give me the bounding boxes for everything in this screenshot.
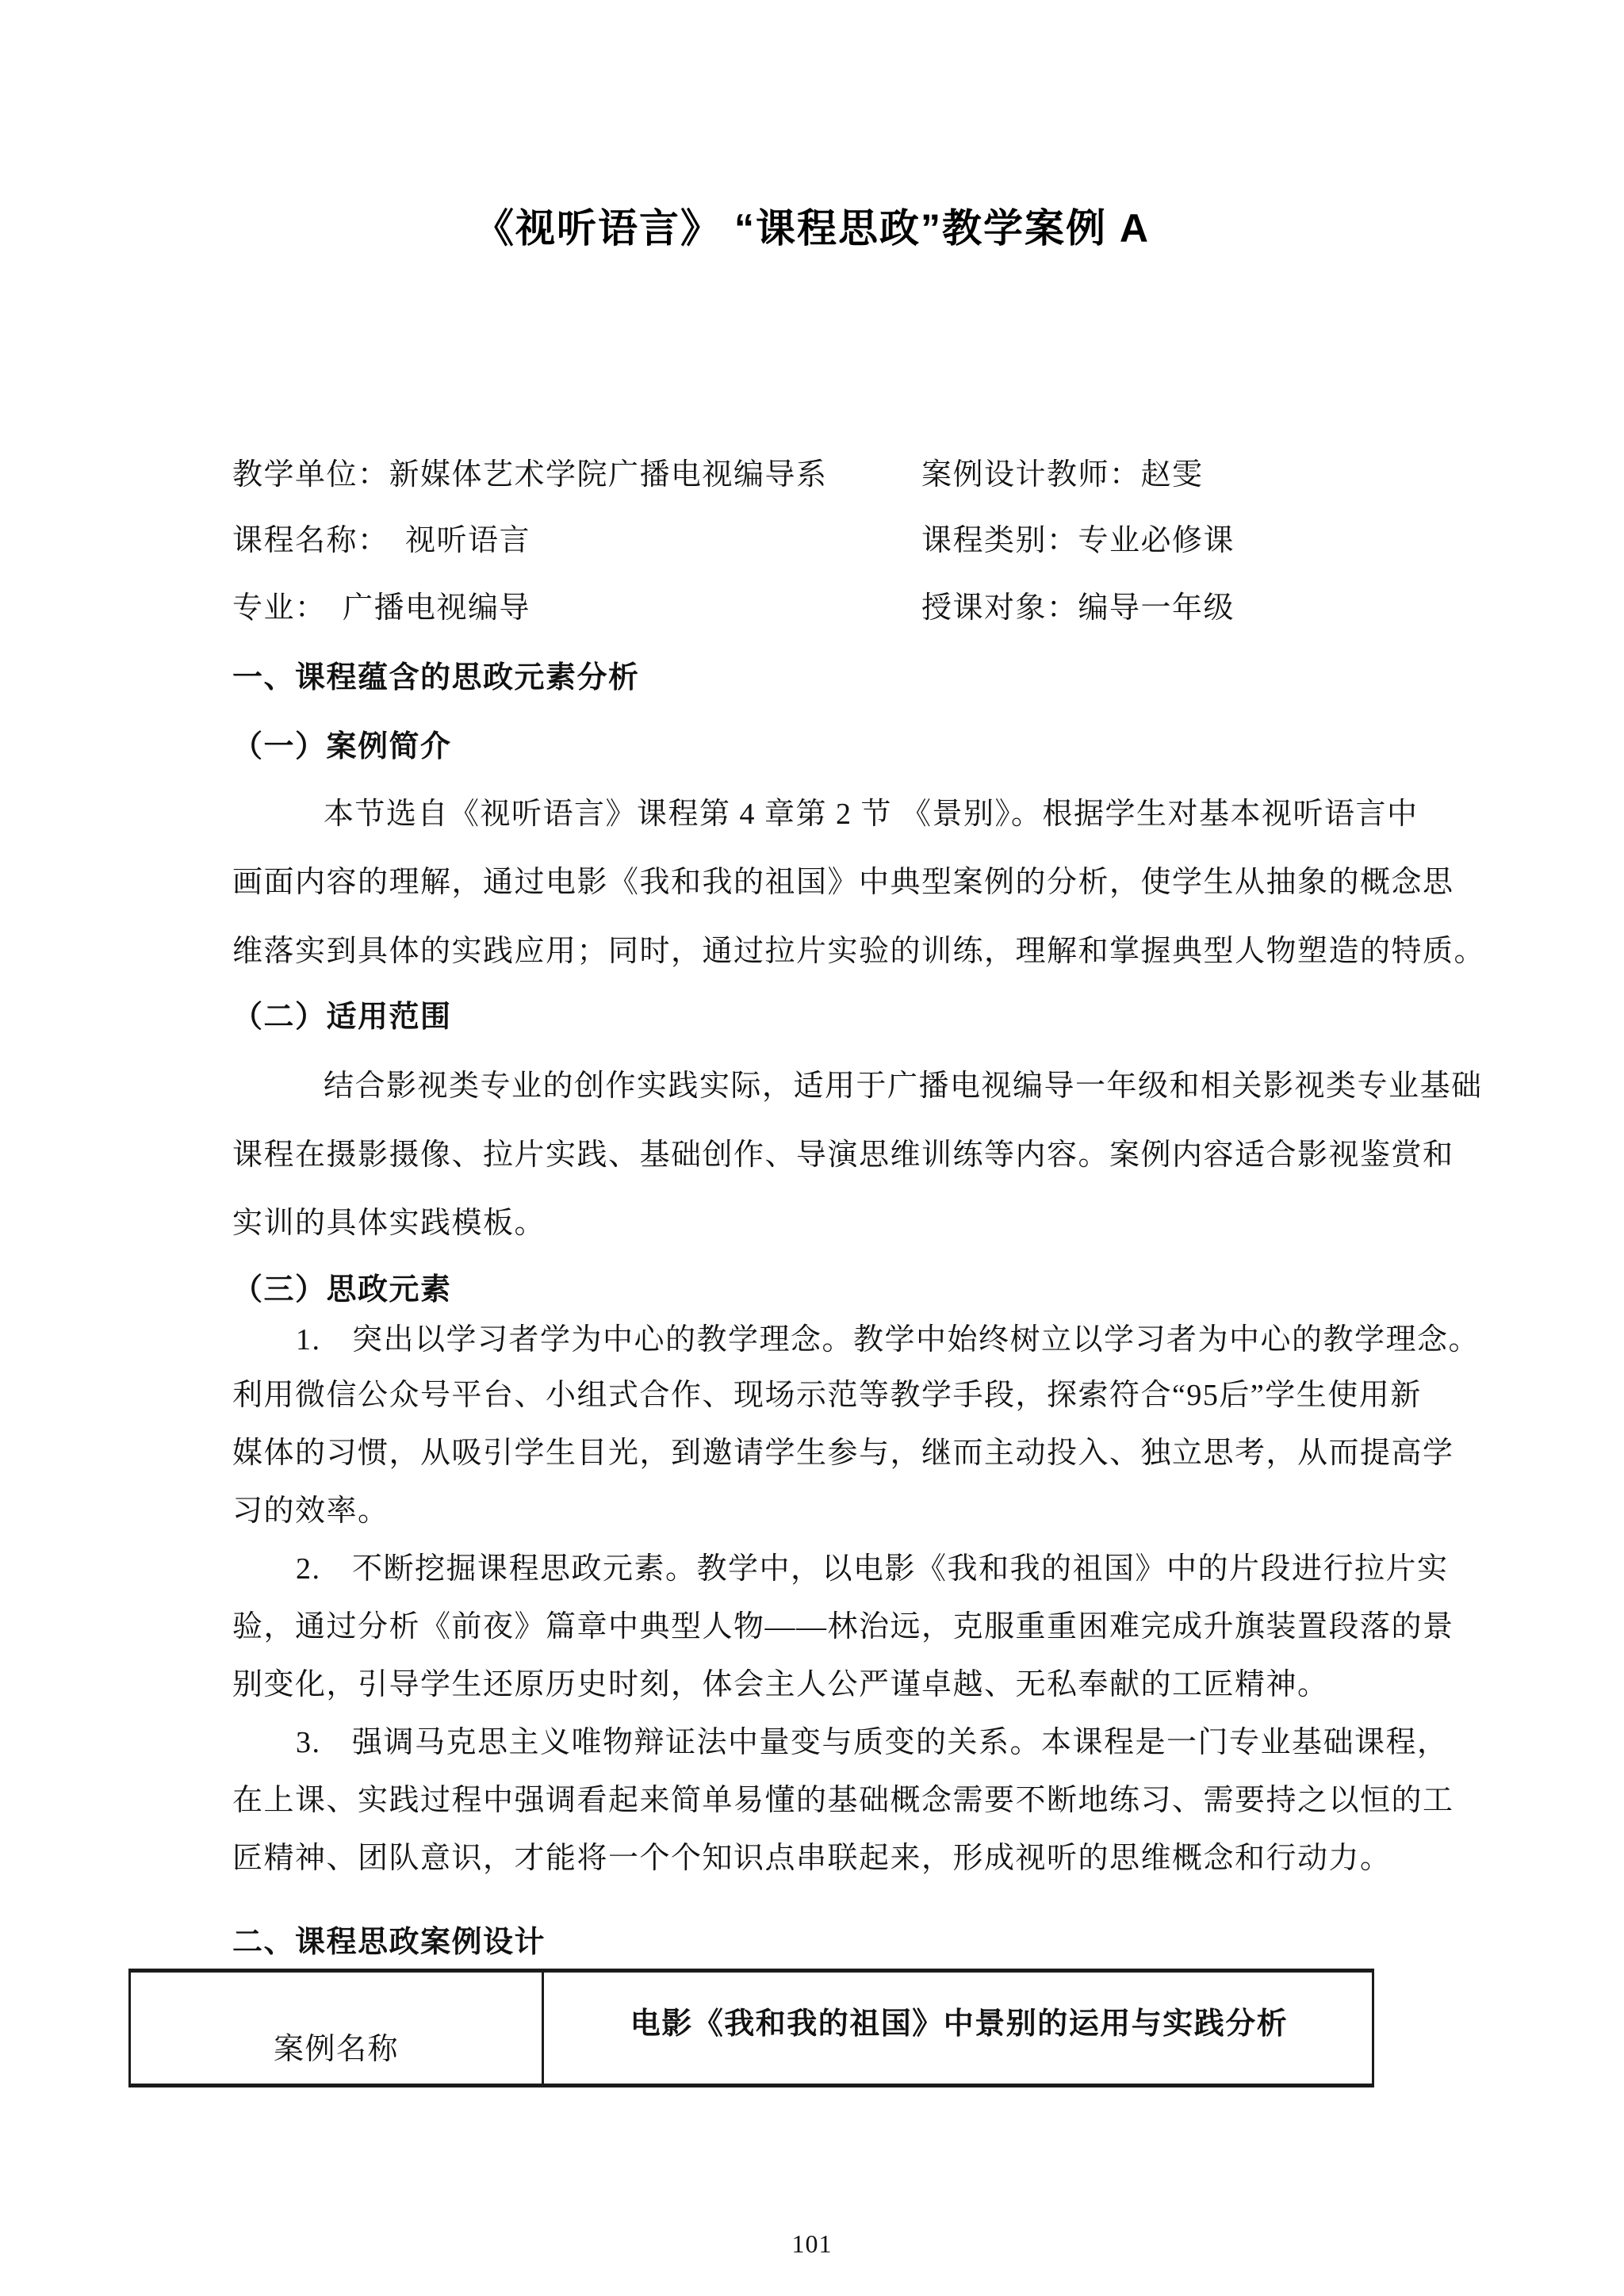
sub3-item1-line: 习的效率。: [232, 1494, 389, 1528]
page-number: 101: [791, 2229, 833, 2258]
meta-case-designer: 案例设计教师：赵雯: [921, 458, 1204, 492]
sub3-item1-line: 利用微信公众号平台、小组式合作、现场示范等教学手段，探索符合“95后”学生使用新: [232, 1379, 1422, 1412]
sub3-item2-line: 2. 不断挖掘课程思政元素。教学中，以电影《我和我的祖国》中的片段进行拉片实: [296, 1552, 1449, 1586]
meta-audience: 授课对象：编导一年级: [921, 591, 1235, 625]
sub1-paragraph-line: 本节选自《视听语言》课程第 4 章第 2 节 《景别》。根据学生对基本视听语言中: [324, 798, 1419, 831]
sub3-item3-line: 匠精神、团队意识，才能将一个个知识点串联起来，形成视听的思维概念和行动力。: [232, 1842, 1392, 1875]
sub3-item1-line: 媒体的习惯，从吸引学生目光，到邀请学生参与，继而主动投入、独立思考，从而提高学: [232, 1437, 1454, 1470]
sub3-item1-line: 1. 突出以学习者学为中心的教学理念。教学中始终树立以学习者为中心的教学理念。: [296, 1323, 1480, 1357]
sub1-paragraph-line: 维落实到具体的实践应用；同时，通过拉片实验的训练，理解和掌握典型人物塑造的特质。: [232, 935, 1486, 968]
case-design-table: [128, 1969, 1374, 2087]
meta-teaching-unit: 教学单位：新媒体艺术学院广播电视编导系: [232, 458, 828, 492]
sub3-item3-line: 3. 强调马克思主义唯物辩证法中量变与质变的关系。本课程是一门专业基础课程，: [296, 1726, 1449, 1759]
table-cell-case-name-value: 电影《我和我的祖国》中景别的运用与实践分析: [630, 2007, 1289, 2041]
section2-heading: 二、课程思政案例设计: [232, 1926, 546, 1959]
sub1-paragraph-line: 画面内容的理解，通过电影《我和我的祖国》中典型案例的分析，使学生从抽象的概念思: [232, 866, 1454, 899]
sub3-item3-line: 在上课、实践过程中强调看起来简单易懂的基础概念需要不断地练习、需要持之以恒的工: [232, 1784, 1454, 1817]
meta-course-category: 课程类别：专业必修课: [921, 524, 1235, 557]
sub2-paragraph-line: 课程在摄影摄像、拉片实践、基础创作、导演思维训练等内容。案例内容适合影视鉴赏和: [232, 1138, 1454, 1172]
sub3-item2-line: 别变化，引导学生还原历史时刻，体会主人公严谨卓越、无私奉献的工匠精神。: [232, 1668, 1329, 1701]
section1-heading: 一、课程蕴含的思政元素分析: [232, 661, 640, 695]
sub1-heading: （一）案例简介: [232, 730, 452, 763]
sub2-paragraph-line: 实训的具体实践模板。: [232, 1207, 546, 1240]
table-cell-case-name-label: 案例名称: [273, 2033, 399, 2066]
sub2-heading: （二）适用范围: [232, 1001, 452, 1034]
sub3-heading: （三）思政元素: [232, 1273, 452, 1307]
meta-major: 专业： 广播电视编导: [232, 591, 531, 625]
sub3-item2-line: 验，通过分析《前夜》篇章中典型人物——林治远，克服重重困难完成升旗装置段落的景: [232, 1610, 1454, 1644]
meta-course-name: 课程名称： 视听语言: [232, 524, 531, 557]
sub2-paragraph-line: 结合影视类专业的创作实践实际，适用于广播电视编导一年级和相关影视类专业基础: [324, 1070, 1483, 1103]
document-title: 《视听语言》 “课程思政”教学案例 A: [474, 206, 1150, 251]
